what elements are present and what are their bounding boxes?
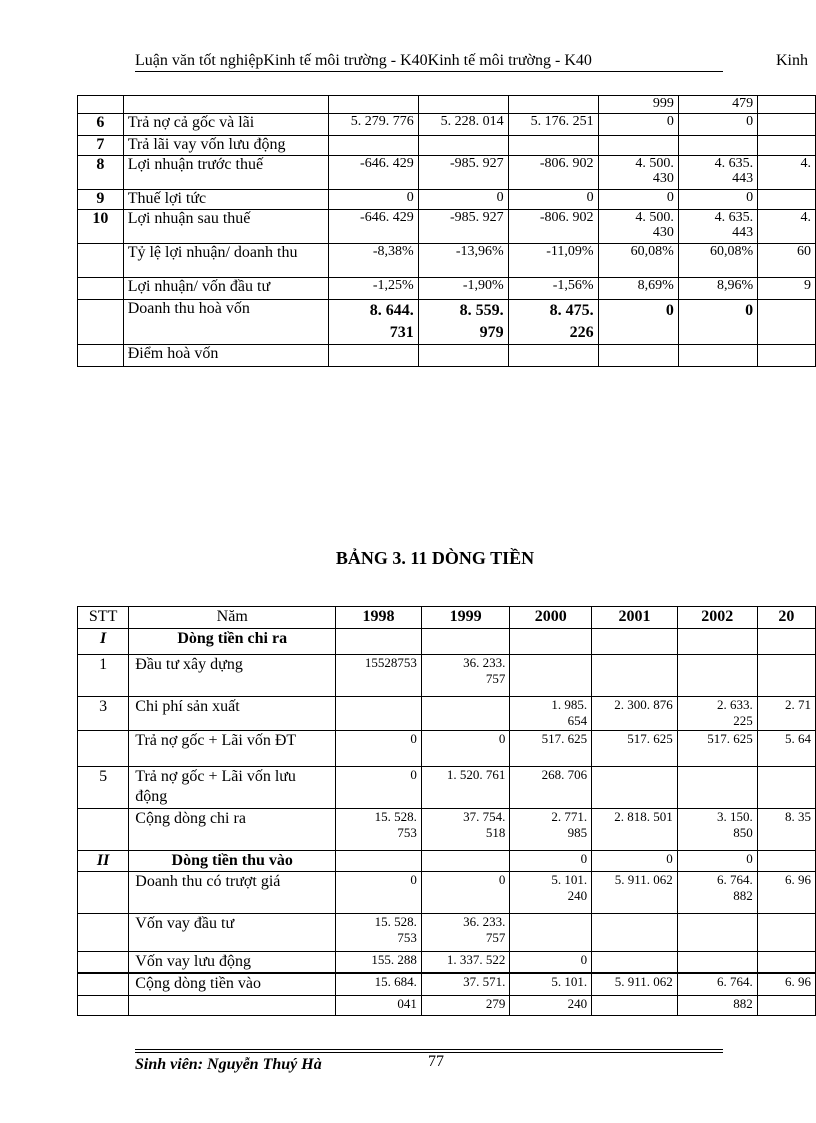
value-cell <box>758 114 816 136</box>
value-cell: 6. 764. 882 <box>677 872 757 914</box>
table-row <box>78 995 816 1015</box>
value-cell: -806. 902 <box>508 210 598 244</box>
value-cell: 5. 911. 062 <box>592 872 678 914</box>
value-cell: -806. 902 <box>508 156 598 190</box>
table-title: BẢNG 3. 11 DÒNG TIỀN <box>335 548 535 568</box>
value-cell: 279 <box>421 995 509 1015</box>
value-cell: 0 <box>508 190 598 210</box>
value-cell <box>598 136 678 156</box>
value-cell: 6. 96 <box>757 973 815 995</box>
value-cell: 5. 101. 240 <box>510 872 592 914</box>
value-cell: 4. 500. 430 <box>598 210 678 244</box>
value-cell: 0 <box>678 300 757 345</box>
table-row <box>78 136 816 156</box>
value-cell <box>592 952 678 974</box>
table-row <box>78 278 816 300</box>
value-cell <box>508 96 598 114</box>
table-row <box>78 952 816 974</box>
value-cell: 8. 35 <box>757 809 815 851</box>
table-row <box>78 190 816 210</box>
value-cell: 0 <box>418 190 508 210</box>
value-cell: -985. 927 <box>418 156 508 190</box>
row-label-cell: Lợi nhuận sau thuế <box>123 210 328 244</box>
value-cell: 2. 300. 876 <box>592 697 678 731</box>
value-cell: 6. 96 <box>757 872 815 914</box>
row-label-cell: Lợi nhuận trước thuế <box>123 156 328 190</box>
table-row <box>78 655 816 697</box>
value-cell: 4. 500. 430 <box>598 156 678 190</box>
value-cell: 0 <box>598 190 678 210</box>
value-cell <box>677 767 757 809</box>
value-cell <box>592 995 678 1015</box>
value-cell <box>336 629 422 655</box>
row-label-cell: Doanh thu có trượt giá <box>129 872 336 914</box>
row-label-cell: Dòng tiền thu vào <box>129 851 336 872</box>
table-row <box>78 697 816 731</box>
value-cell <box>510 655 592 697</box>
row-number-cell <box>78 96 124 114</box>
value-cell: 517. 625 <box>510 731 592 767</box>
row-label-cell: Điểm hoà vốn <box>123 345 328 367</box>
value-cell <box>598 345 678 367</box>
row-number-cell: II <box>78 851 129 872</box>
value-cell: -13,96% <box>418 244 508 278</box>
value-cell <box>758 300 816 345</box>
value-cell: 8. 559. 979 <box>418 300 508 345</box>
row-number-cell <box>78 300 124 345</box>
value-cell: 882 <box>677 995 757 1015</box>
table-row <box>78 114 816 136</box>
value-cell <box>421 629 509 655</box>
value-cell: 8,96% <box>678 278 757 300</box>
value-cell <box>592 629 678 655</box>
value-cell <box>592 914 678 952</box>
value-cell <box>757 655 815 697</box>
row-label-cell: Cộng dòng tiền vào <box>129 973 336 995</box>
value-cell: 041 <box>336 995 422 1015</box>
value-cell: 155. 288 <box>336 952 422 974</box>
row-number-cell <box>78 731 129 767</box>
profit-table <box>77 95 816 367</box>
value-cell: 5. 64 <box>757 731 815 767</box>
value-cell <box>329 345 419 367</box>
value-cell <box>677 629 757 655</box>
value-cell: 2. 633. 225 <box>677 697 757 731</box>
value-cell <box>677 655 757 697</box>
value-cell: 3. 150. 850 <box>677 809 757 851</box>
row-label-cell <box>129 995 336 1015</box>
value-cell: 15. 528. 753 <box>336 809 422 851</box>
value-cell: 36. 233. 757 <box>421 914 509 952</box>
value-cell: -11,09% <box>508 244 598 278</box>
value-cell: 2. 71 <box>757 697 815 731</box>
value-cell: 9 <box>758 278 816 300</box>
value-cell <box>418 136 508 156</box>
row-number-cell <box>78 995 129 1015</box>
row-label-cell: Trả nợ gốc + Lãi vốn ĐT <box>129 731 336 767</box>
value-cell <box>757 851 815 872</box>
value-cell <box>508 136 598 156</box>
value-cell: 4. 635. 443 <box>678 156 757 190</box>
row-label-cell: Chi phí sản xuất <box>129 697 336 731</box>
cash-flow-table <box>77 606 816 1016</box>
row-number-cell <box>78 345 124 367</box>
value-cell: 5. 101. <box>510 973 592 995</box>
column-header-cell: Năm <box>129 607 336 629</box>
value-cell: -1,25% <box>329 278 419 300</box>
value-cell <box>678 136 757 156</box>
value-cell <box>757 952 815 974</box>
value-cell: 268. 706 <box>510 767 592 809</box>
value-cell <box>592 655 678 697</box>
value-cell: 8. 644. 731 <box>329 300 419 345</box>
column-header-cell: 1998 <box>336 607 422 629</box>
value-cell: 60,08% <box>598 244 678 278</box>
value-cell: 0 <box>678 190 757 210</box>
row-label-cell: Cộng dòng chi ra <box>129 809 336 851</box>
table-row <box>78 629 816 655</box>
value-cell: 0 <box>336 767 422 809</box>
row-label-cell: Tỷ lệ lợi nhuận/ doanh thu <box>123 244 328 278</box>
value-cell <box>757 995 815 1015</box>
value-cell: 6. 764. <box>677 973 757 995</box>
table-row <box>78 210 816 244</box>
value-cell: 5. 911. 062 <box>592 973 678 995</box>
row-number-cell <box>78 914 129 952</box>
value-cell: 2. 771. 985 <box>510 809 592 851</box>
value-cell: 240 <box>510 995 592 1015</box>
value-cell: 0 <box>598 114 678 136</box>
value-cell: -646. 429 <box>329 210 419 244</box>
value-cell: 0 <box>336 731 422 767</box>
value-cell <box>336 851 422 872</box>
row-label-cell: Thuế lợi tức <box>123 190 328 210</box>
row-number-cell <box>78 872 129 914</box>
row-number-cell: 8 <box>78 156 124 190</box>
value-cell: 8. 475. 226 <box>508 300 598 345</box>
value-cell <box>758 136 816 156</box>
value-cell <box>329 96 419 114</box>
row-number-cell <box>78 973 129 995</box>
value-cell: 479 <box>678 96 757 114</box>
page-number: 77 <box>428 1053 444 1070</box>
value-cell: 4. <box>758 156 816 190</box>
value-cell <box>758 190 816 210</box>
value-cell <box>677 952 757 974</box>
value-cell <box>508 345 598 367</box>
value-cell <box>510 629 592 655</box>
value-cell: -1,90% <box>418 278 508 300</box>
table-row <box>78 156 816 190</box>
row-number-cell: 6 <box>78 114 124 136</box>
value-cell <box>418 345 508 367</box>
table-header-row <box>78 607 816 629</box>
value-cell: 37. 571. <box>421 973 509 995</box>
row-number-cell <box>78 809 129 851</box>
table-row <box>78 767 816 809</box>
value-cell: -8,38% <box>329 244 419 278</box>
footer-student: Sinh viên: Nguyễn Thuý Hà <box>135 1056 322 1073</box>
value-cell <box>418 96 508 114</box>
row-label-cell: Vốn vay lưu động <box>129 952 336 974</box>
value-cell: 0 <box>510 952 592 974</box>
row-number-cell: 10 <box>78 210 124 244</box>
value-cell: -1,56% <box>508 278 598 300</box>
table-row <box>78 851 816 872</box>
value-cell: 60,08% <box>678 244 757 278</box>
value-cell: 1. 520. 761 <box>421 767 509 809</box>
row-label-cell: Trả nợ cả gốc và lãi <box>123 114 328 136</box>
page-header-title: Luận văn tốt nghiệpKinh tế môi trường - K40Kinh tế môi trường - K40 <box>135 52 592 69</box>
value-cell <box>329 136 419 156</box>
value-cell <box>421 697 509 731</box>
value-cell: 999 <box>598 96 678 114</box>
column-header-cell: 2000 <box>510 607 592 629</box>
value-cell: 517. 625 <box>592 731 678 767</box>
table-row <box>78 244 816 278</box>
value-cell <box>758 345 816 367</box>
value-cell: 37. 754. 518 <box>421 809 509 851</box>
table-row <box>78 809 816 851</box>
value-cell: 2. 818. 501 <box>592 809 678 851</box>
row-label-cell: Doanh thu hoà vốn <box>123 300 328 345</box>
row-number-cell: 9 <box>78 190 124 210</box>
value-cell: 15528753 <box>336 655 422 697</box>
value-cell: 517. 625 <box>677 731 757 767</box>
value-cell: -985. 927 <box>418 210 508 244</box>
column-header-cell: STT <box>78 607 129 629</box>
value-cell: 0 <box>678 114 757 136</box>
row-label-cell: Dòng tiền chi ra <box>129 629 336 655</box>
value-cell <box>757 767 815 809</box>
row-number-cell <box>78 244 124 278</box>
table-row <box>78 300 816 345</box>
table-row <box>78 872 816 914</box>
column-header-cell: 1999 <box>421 607 509 629</box>
row-label-cell: Trả nợ gốc + Lãi vốn lưu động <box>129 767 336 809</box>
row-number-cell <box>78 278 124 300</box>
value-cell: -646. 429 <box>329 156 419 190</box>
table-row <box>78 731 816 767</box>
row-label-cell: Lợi nhuận/ vốn đầu tư <box>123 278 328 300</box>
value-cell <box>758 96 816 114</box>
value-cell <box>757 914 815 952</box>
value-cell <box>757 629 815 655</box>
table-row <box>78 96 816 114</box>
value-cell: 5. 279. 776 <box>329 114 419 136</box>
value-cell: 15. 684. <box>336 973 422 995</box>
value-cell <box>336 697 422 731</box>
row-number-cell: 5 <box>78 767 129 809</box>
value-cell: 0 <box>598 300 678 345</box>
value-cell: 5. 176. 251 <box>508 114 598 136</box>
row-number-cell: I <box>78 629 129 655</box>
row-number-cell: 1 <box>78 655 129 697</box>
value-cell: 0 <box>421 872 509 914</box>
value-cell <box>510 914 592 952</box>
value-cell: 8,69% <box>598 278 678 300</box>
value-cell: 0 <box>421 731 509 767</box>
value-cell: 15. 528. 753 <box>336 914 422 952</box>
row-label-cell: Trả lãi vay vốn lưu động <box>123 136 328 156</box>
value-cell: 1. 985. 654 <box>510 697 592 731</box>
value-cell <box>678 345 757 367</box>
value-cell: 0 <box>677 851 757 872</box>
row-number-cell: 7 <box>78 136 124 156</box>
row-number-cell: 3 <box>78 697 129 731</box>
value-cell: 36. 233. 757 <box>421 655 509 697</box>
header-rule <box>135 71 723 72</box>
value-cell <box>592 767 678 809</box>
table-row <box>78 973 816 995</box>
column-header-cell: 20 <box>757 607 815 629</box>
value-cell: 0 <box>510 851 592 872</box>
row-label-cell <box>123 96 328 114</box>
column-header-cell: 2002 <box>677 607 757 629</box>
value-cell: 0 <box>329 190 419 210</box>
value-cell: 0 <box>592 851 678 872</box>
value-cell: 1. 337. 522 <box>421 952 509 974</box>
value-cell <box>421 851 509 872</box>
row-label-cell: Đầu tư xây dựng <box>129 655 336 697</box>
value-cell: 0 <box>336 872 422 914</box>
row-label-cell: Vốn vay đầu tư <box>129 914 336 952</box>
value-cell: 4. 635. 443 <box>678 210 757 244</box>
page-header-right: Kinh <box>776 52 808 69</box>
column-header-cell: 2001 <box>592 607 678 629</box>
value-cell <box>677 914 757 952</box>
value-cell: 5. 228. 014 <box>418 114 508 136</box>
row-number-cell <box>78 952 129 974</box>
footer-rule <box>135 1049 723 1050</box>
table-row <box>78 914 816 952</box>
table-row <box>78 345 816 367</box>
value-cell: 60 <box>758 244 816 278</box>
value-cell: 4. <box>758 210 816 244</box>
